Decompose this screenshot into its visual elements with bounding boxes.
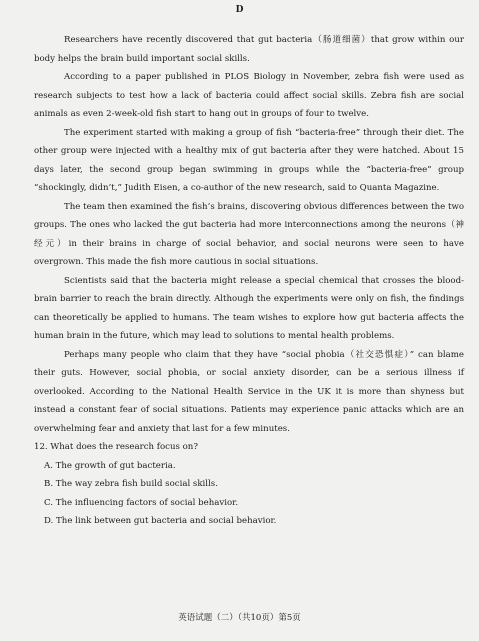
option-b: B. The way zebra fish build social skills. [44, 479, 218, 489]
passage [34, 31, 464, 531]
question-stem: 12. What does the research focus on? [34, 442, 198, 452]
paragraph-1: Researchers have recently discovered that gut bacteria（肠道细菌）that grow within our body helps the brain build important social skills. [34, 35, 464, 64]
paragraph-4: The team then examined the fish’s brains, discovering obvious differences between the two groups. The ones who lacked the gut bacteria had more interconnections among the neurons（神经元）in their brains in charge of social behavior, and social neurons were seen to have overgrown. This made the fish more cautious in social situations. [34, 201, 464, 267]
section-heading: D [235, 5, 244, 15]
option-d: D. The link between gut bacteria and social behavior. [44, 516, 277, 526]
paragraph-5: Scientists said that the bacteria might release a special chemical that crosses the blood-brain barrier to reach the brain directly. Although the experiments were only on fish, the findings can theoretically be applied to humans. The team wishes to explore how gut bacteria affects the human brain in the future, which may lead to solutions to mental health problems. [34, 275, 464, 341]
option-c: C. The influencing factors of social behavior. [44, 497, 239, 508]
paragraph-6: Perhaps many people who claim that they have “social phobia（社交恐惧症）” can blame their guts. However, social phobia, or social anxiety disorder, can be a serious illness if overlooked. According to the National Health Service in the UK it is more than shyness but instead a constant fear of social situations. Patients may experience panic attacks which are an overwhelming fear and anxiety that last for a few minutes. [34, 349, 464, 434]
paragraph-3: The experiment started with making a group of fish “bacteria-free” through their diet. The other group were injected with a healthy mix of gut bacteria after they were hatched. About 15 days later, the second group began swimming in groups while the “bacteria-free” group “shockingly, didn’t,” Judith Eisen, a co-author of the new research, said to Quanta Magazine. [34, 127, 464, 193]
paragraph-2: According to a paper published in PLOS Biology in November, zebra fish were used as research subjects to test how a lack of bacteria could affect social skills. Zebra fish are social animals as even 2-week-old fish start to hang out in groups of four to twelve. [34, 72, 464, 119]
option-a: A. The growth of gut bacteria. [44, 460, 176, 471]
page-footer: 英语试题（二）（共10页）第5页 [178, 613, 301, 623]
